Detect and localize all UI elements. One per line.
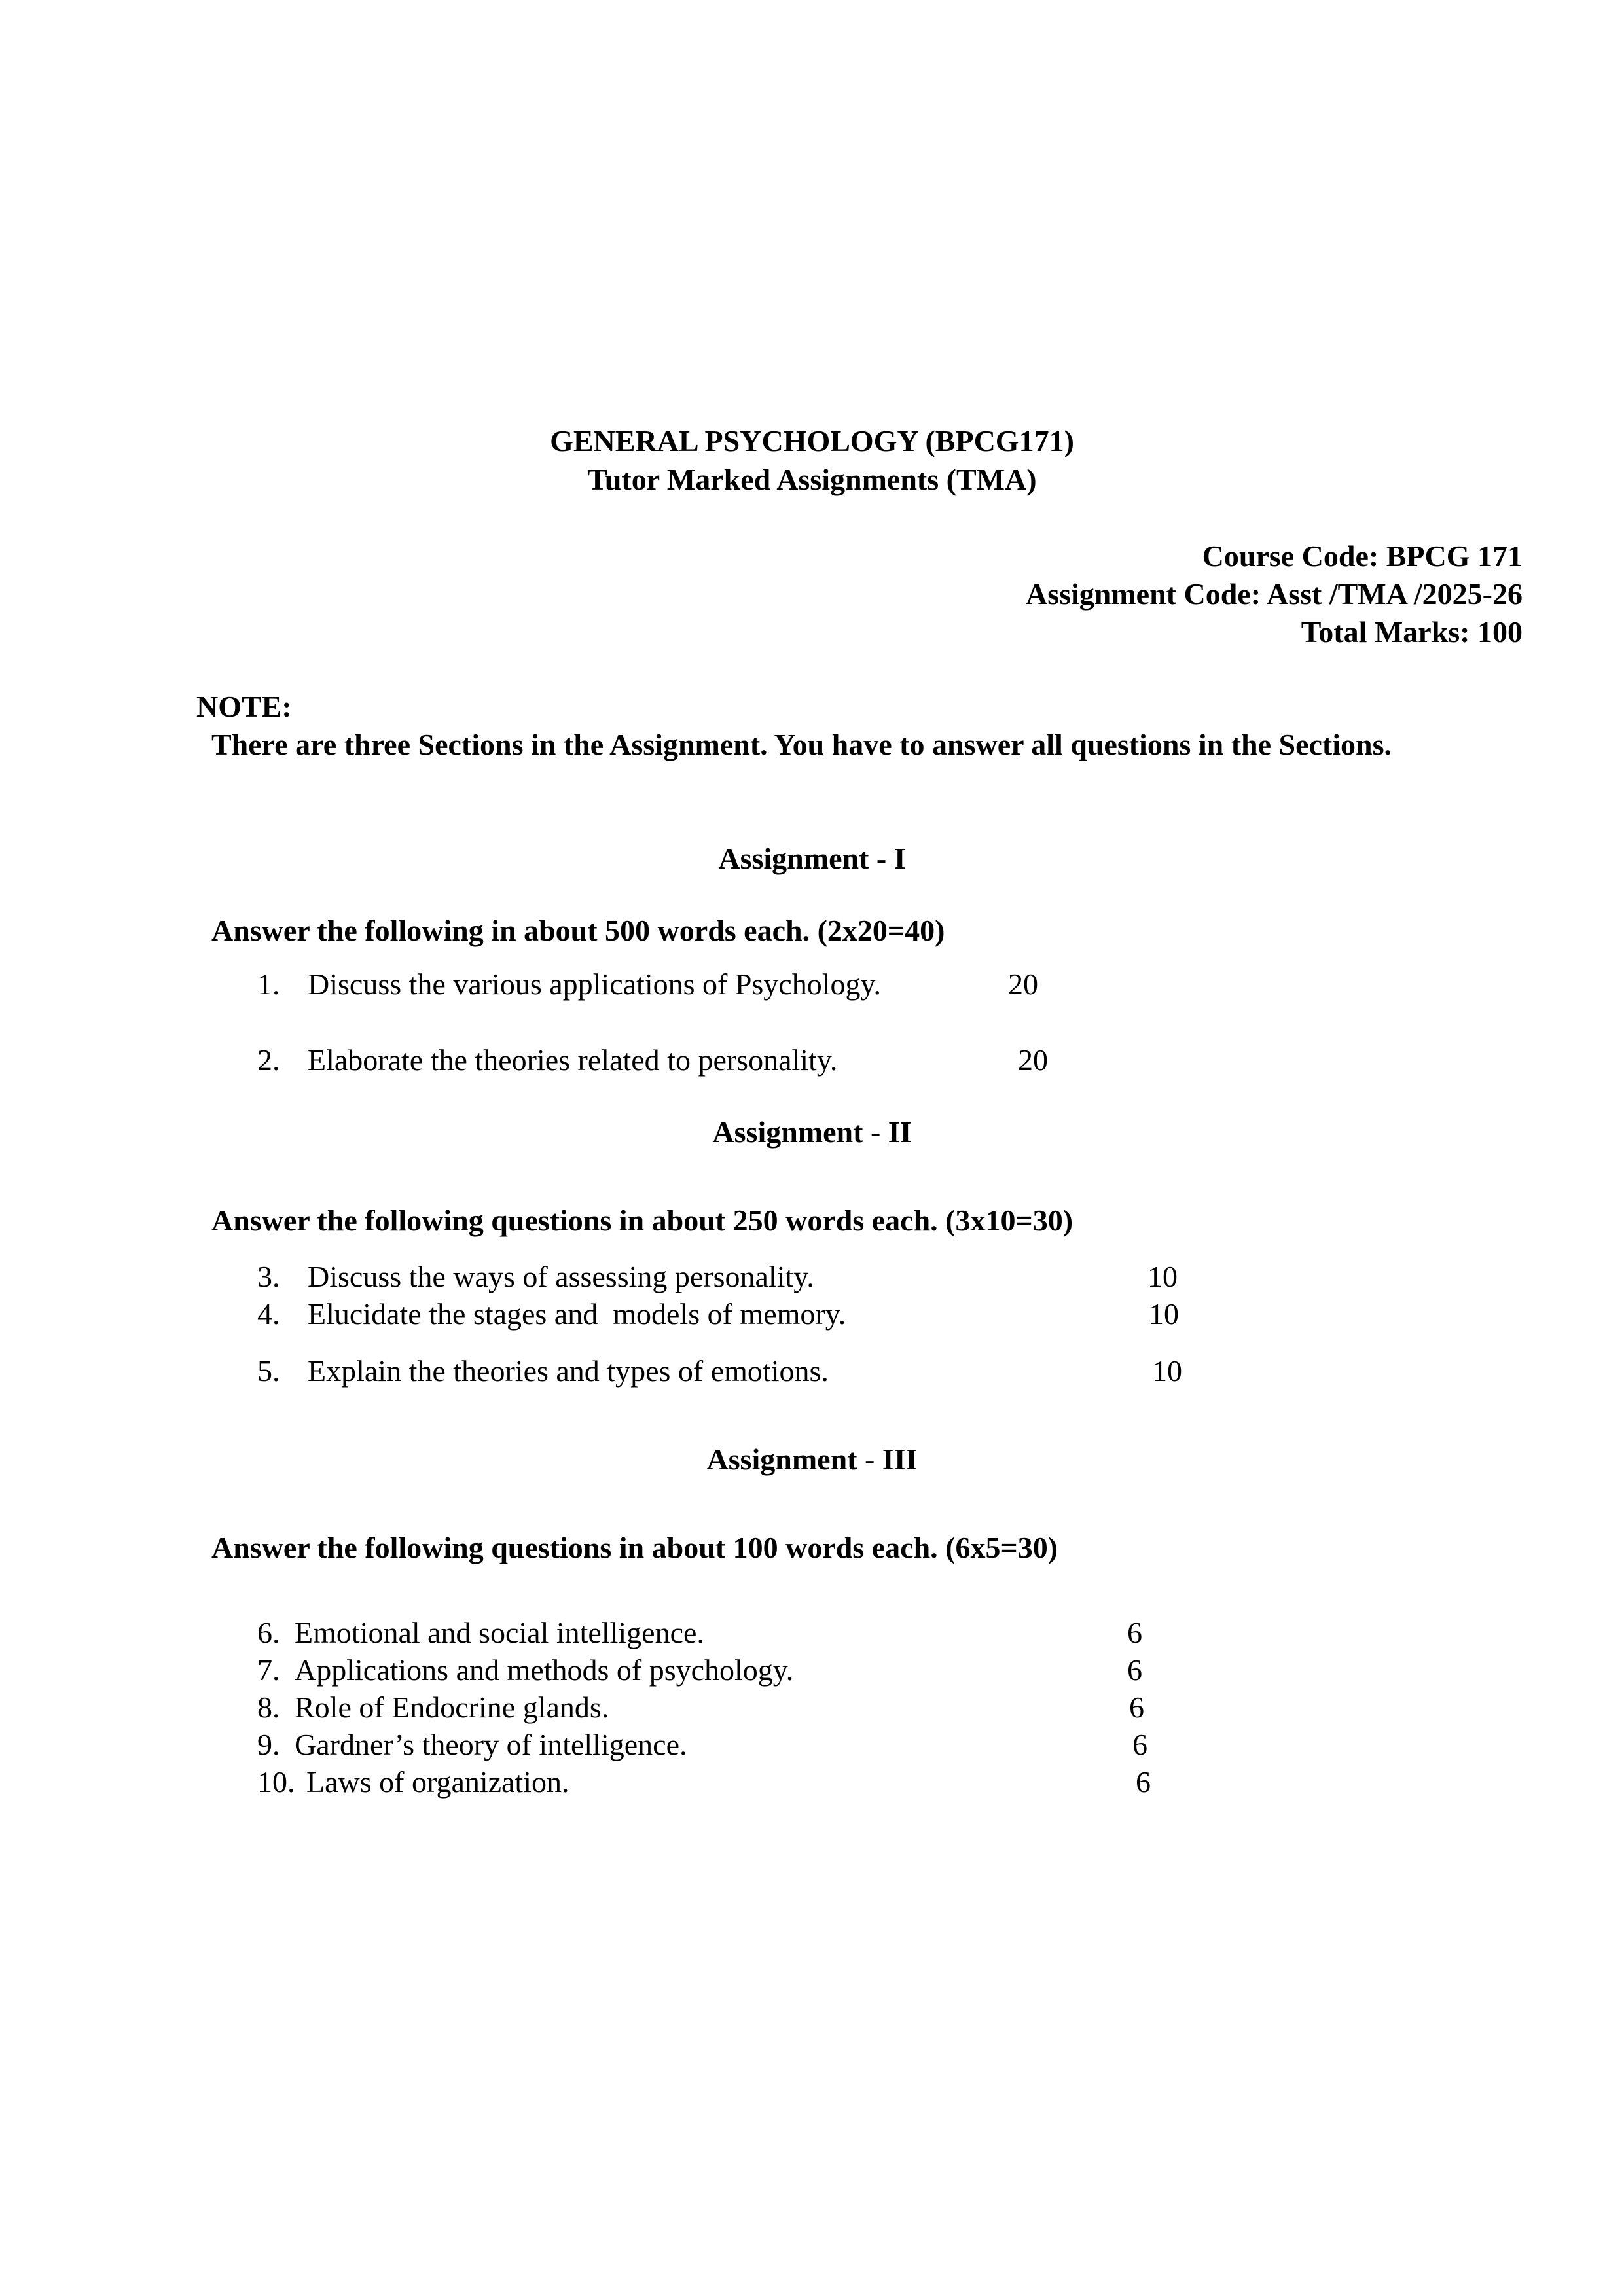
document-subtitle: Tutor Marked Assignments (TMA) [587,463,1037,496]
question-marks: 20 [1008,967,1038,1001]
question-text: Elaborate the theories related to personality. [308,1043,838,1077]
question-text: Emotional and social intelligence. [295,1616,704,1649]
question-marks: 6 [1136,1765,1151,1799]
question-text: Role of Endocrine glands. [295,1691,609,1724]
question-text: Discuss the various applications of Psychology. [308,967,882,1001]
question-text: Laws of organization. [306,1765,569,1799]
question-marks: 6 [1132,1728,1147,1761]
question-marks: 6 [1127,1616,1142,1649]
question-text: Explain the theories and types of emotions. [308,1354,829,1388]
section-instruction-assignment-1: Answer the following in about 500 words each. (2x20=40) [211,914,945,947]
question-marks: 10 [1152,1354,1182,1388]
question-text: Gardner’s theory of intelligence. [295,1728,687,1761]
section-heading-assignment-3: Assignment - III [706,1443,918,1476]
question-marks: 10 [1147,1260,1178,1293]
section-heading-assignment-2: Assignment - II [712,1115,912,1149]
section-heading-assignment-1: Assignment - I [718,842,906,875]
question-marks: 6 [1129,1691,1144,1724]
note-label: NOTE: [196,690,292,723]
section-instruction-assignment-2: Answer the following questions in about 250 words each. (3x10=30) [211,1204,1074,1237]
question-marks: 10 [1149,1297,1179,1331]
total-marks: Total Marks: 100 [1301,615,1523,649]
question-number: 3. [257,1260,280,1293]
document-title: GENERAL PSYCHOLOGY (BPCG171) [550,424,1074,457]
question-number: 4. [257,1297,280,1331]
question-text: Elucidate the stages and models of memory. [308,1297,846,1331]
section-instruction-assignment-3: Answer the following questions in about 100 words each. (6x5=30) [211,1531,1058,1564]
question-text: Applications and methods of psychology. [295,1653,794,1687]
assignment-code: Assignment Code: Asst /TMA /2025-26 [1025,577,1523,611]
question-number: 9. [257,1728,280,1761]
course-code: Course Code: BPCG 171 [1202,539,1523,573]
question-marks: 20 [1018,1043,1048,1077]
question-number: 10. [257,1765,295,1799]
question-number: 5. [257,1354,280,1388]
question-text: Discuss the ways of assessing personality. [308,1260,814,1293]
question-number: 2. [257,1043,280,1077]
question-number: 1. [257,967,280,1001]
question-marks: 6 [1127,1653,1142,1687]
question-number: 7. [257,1653,280,1687]
question-number: 6. [257,1616,280,1649]
question-number: 8. [257,1691,280,1724]
note-text: There are three Sections in the Assignment. You have to answer all questions in the Sections. [211,728,1392,761]
